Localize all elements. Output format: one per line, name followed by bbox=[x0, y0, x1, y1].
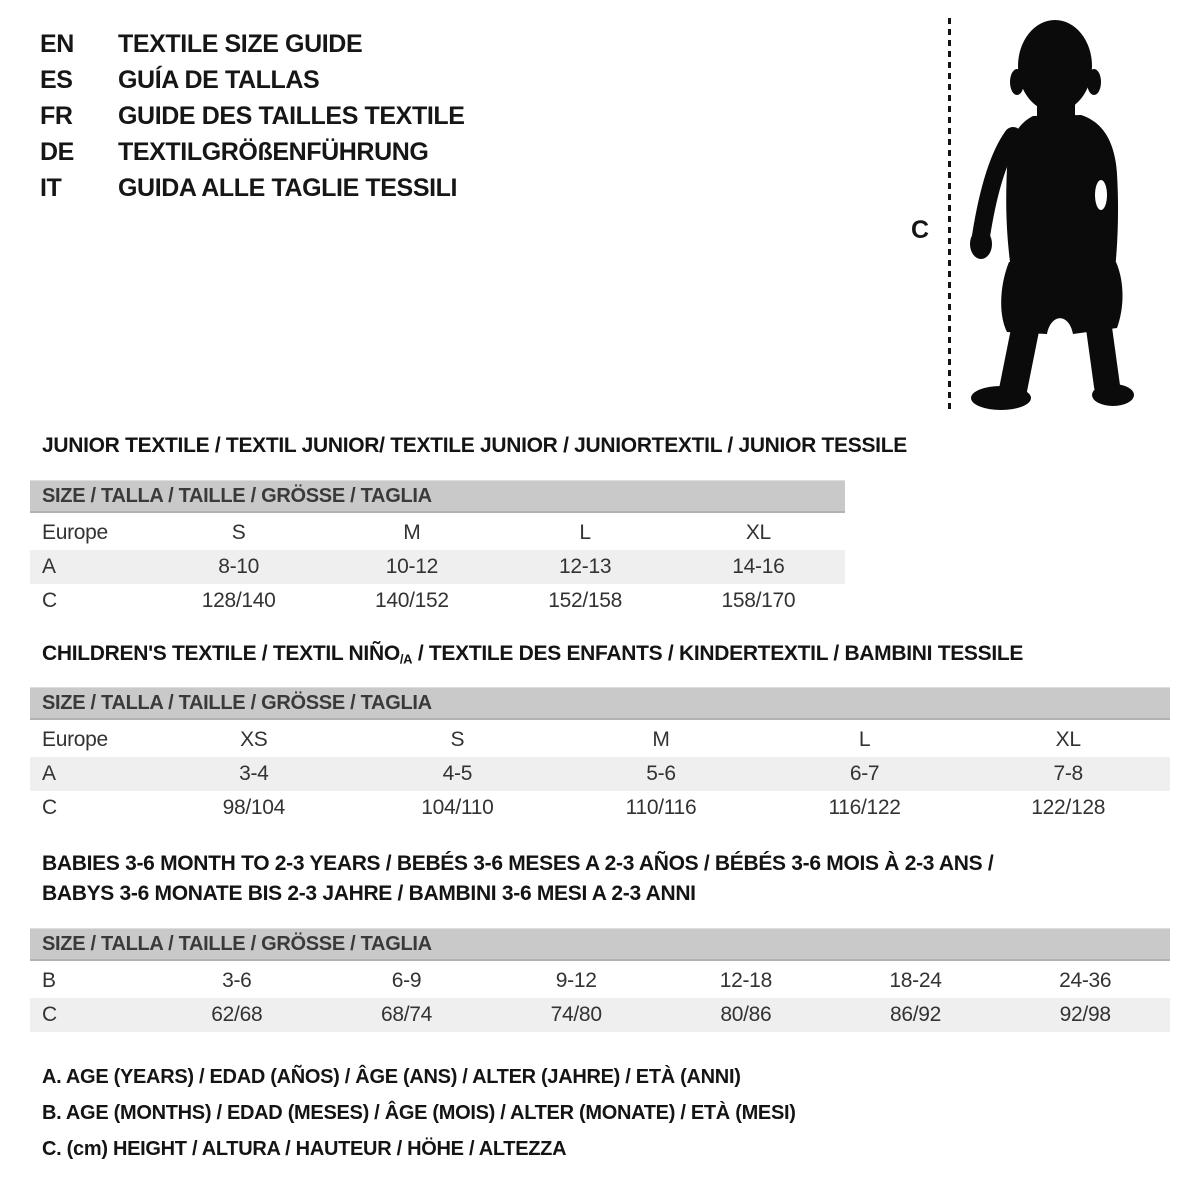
table-cell: 122/128 bbox=[1031, 796, 1106, 819]
lang-code: EN bbox=[40, 29, 74, 58]
junior-size-table-header: SIZE / TALLA / TAILLE / GRÖSSE / TAGLIA bbox=[30, 480, 845, 513]
table-cell: 74/80 bbox=[550, 1003, 602, 1026]
table-cell: 3-4 bbox=[239, 762, 269, 785]
footnote-a: A. AGE (YEARS) / EDAD (AÑOS) / ÂGE (ANS) / ALTER (JAHRE) / ETÀ (ANNI) bbox=[42, 1066, 741, 1088]
lang-code: DE bbox=[40, 137, 74, 166]
row-label: Europe bbox=[42, 521, 108, 544]
table-cell: 98/104 bbox=[222, 796, 286, 819]
row-label: A bbox=[42, 762, 56, 785]
table-cell: 12-13 bbox=[559, 555, 612, 578]
table-row bbox=[30, 791, 1170, 825]
lang-code: IT bbox=[40, 173, 62, 202]
babies-section-title bbox=[42, 849, 993, 909]
lang-code: FR bbox=[40, 101, 73, 130]
table-cell: XL bbox=[745, 521, 771, 544]
lang-code: ES bbox=[40, 65, 73, 94]
children-size-table-header: SIZE / TALLA / TAILLE / GRÖSSE / TAGLIA bbox=[30, 687, 1170, 720]
table-cell: 86/92 bbox=[889, 1003, 942, 1026]
table-cell: 128/140 bbox=[201, 589, 276, 612]
height-measure-label: C bbox=[911, 216, 930, 244]
table-cell: M bbox=[403, 521, 421, 544]
children-size-table bbox=[30, 687, 1170, 825]
junior-section-title: JUNIOR TEXTILE / TEXTIL JUNIOR/ TEXTILE JUNIOR / JUNIORTEXTIL / JUNIOR TESSILE bbox=[42, 434, 907, 457]
lang-title: GUIDE DES TAILLES TEXTILE bbox=[118, 101, 465, 130]
table-cell: 110/116 bbox=[625, 796, 697, 819]
lang-row-en bbox=[40, 26, 465, 62]
footnote-c: C. (cm) HEIGHT / ALTURA / HAUTEUR / HÖHE / ALTEZZA bbox=[42, 1138, 567, 1160]
table-cell: 6-9 bbox=[391, 969, 422, 992]
table-cell: 10-12 bbox=[385, 555, 438, 578]
table-row bbox=[30, 998, 1170, 1032]
children-title-subscript: /A bbox=[399, 651, 413, 667]
table-cell: 140/152 bbox=[374, 589, 449, 612]
table-cell: 62/68 bbox=[211, 1003, 263, 1026]
lang-title: GUÍA DE TALLAS bbox=[118, 65, 320, 94]
lang-row-it bbox=[40, 170, 465, 206]
table-cell: 6-7 bbox=[849, 762, 880, 785]
language-header bbox=[40, 26, 465, 206]
table-cell: 68/74 bbox=[380, 1003, 433, 1026]
table-cell: 3-6 bbox=[222, 969, 252, 992]
junior-size-table bbox=[30, 480, 845, 618]
children-title-part: CHILDREN'S TEXTILE / TEXTIL NIÑO bbox=[42, 642, 400, 665]
table-cell: L bbox=[858, 728, 871, 751]
row-label: C bbox=[42, 1003, 57, 1026]
table-row bbox=[30, 550, 845, 584]
height-measure-figure bbox=[903, 16, 1163, 418]
row-label: C bbox=[42, 796, 57, 819]
table-cell: 116/122 bbox=[828, 796, 901, 819]
table-cell: L bbox=[579, 521, 591, 544]
table-cell: 9-12 bbox=[555, 969, 597, 992]
table-cell: S bbox=[450, 728, 465, 751]
table-cell: 8-10 bbox=[218, 555, 260, 578]
row-label: Europe bbox=[42, 728, 108, 751]
lang-row-fr bbox=[40, 98, 465, 134]
row-label: A bbox=[42, 555, 56, 578]
table-cell: 80/86 bbox=[720, 1003, 772, 1026]
table-cell: 92/98 bbox=[1059, 1003, 1111, 1026]
footnotes bbox=[42, 1066, 796, 1174]
children-section-title bbox=[42, 642, 1023, 667]
table-row bbox=[30, 723, 1170, 757]
lang-row-de bbox=[40, 134, 465, 170]
dashed-measure-line bbox=[948, 18, 951, 414]
table-cell: XS bbox=[240, 728, 268, 751]
table-cell: 104/110 bbox=[421, 796, 494, 819]
table-cell: M bbox=[652, 728, 670, 751]
babies-size-table-header: SIZE / TALLA / TAILLE / GRÖSSE / TAGLIA bbox=[30, 928, 1170, 961]
table-cell: 152/158 bbox=[548, 589, 623, 612]
row-label: C bbox=[42, 589, 57, 612]
toddler-silhouette-image bbox=[967, 18, 1139, 413]
table-cell: 4-5 bbox=[442, 762, 473, 785]
children-title-part: / TEXTILE DES ENFANTS / KINDERTEXTIL / BAMBINI TESSILE bbox=[412, 642, 1024, 665]
table-cell: 24-36 bbox=[1059, 969, 1112, 992]
table-cell: S bbox=[231, 521, 246, 544]
table-cell: 14-16 bbox=[732, 555, 785, 578]
table-row bbox=[30, 757, 1170, 791]
lang-row-es bbox=[40, 62, 465, 98]
table-cell: 18-24 bbox=[889, 969, 942, 992]
lang-title: TEXTILGRÖßENFÜHRUNG bbox=[118, 137, 429, 166]
footnote-b: B. AGE (MONTHS) / EDAD (MESES) / ÂGE (MOIS) / ALTER (MONATE) / ETÀ (MESI) bbox=[42, 1102, 796, 1124]
row-label: B bbox=[42, 969, 56, 992]
babies-title-line1: BABIES 3-6 MONTH TO 2-3 YEARS / BEBÉS 3-6 MESES A 2-3 AÑOS / BÉBÉS 3-6 MOIS À 2-3 ANS / bbox=[42, 852, 994, 875]
babies-size-table bbox=[30, 928, 1170, 1032]
lang-title: GUIDA ALLE TAGLIE TESSILI bbox=[118, 173, 458, 202]
table-cell: 7-8 bbox=[1053, 762, 1083, 785]
table-cell: 12-18 bbox=[719, 969, 772, 992]
table-row bbox=[30, 584, 845, 618]
table-row bbox=[30, 516, 845, 550]
table-cell: 5-6 bbox=[646, 762, 676, 785]
table-row bbox=[30, 964, 1170, 998]
lang-title: TEXTILE SIZE GUIDE bbox=[118, 29, 363, 58]
table-cell: 158/170 bbox=[721, 589, 796, 612]
babies-title-line2: BABYS 3-6 MONATE BIS 2-3 JAHRE / BAMBINI 3-6 MESI A 2-3 ANNI bbox=[42, 882, 696, 905]
table-cell: XL bbox=[1055, 728, 1081, 751]
